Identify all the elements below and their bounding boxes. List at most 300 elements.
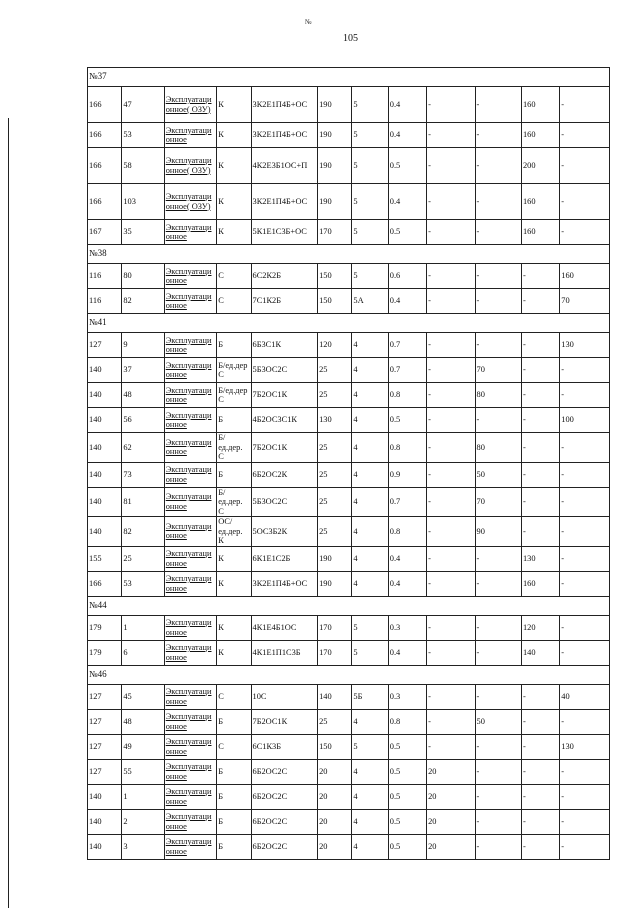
cell-c1: - xyxy=(427,462,475,487)
cell-c4: - xyxy=(560,809,610,834)
cell-species: К xyxy=(217,571,251,596)
cell-density: 0.4 xyxy=(388,546,426,571)
cell-density: 0.7 xyxy=(388,358,426,383)
cell-density: 0.9 xyxy=(388,462,426,487)
cell-composition: 5Б3ОС2С xyxy=(251,487,318,517)
cell-class: 4 xyxy=(352,784,388,809)
cell-age: 25 xyxy=(318,358,352,383)
cell-density: 0.8 xyxy=(388,383,426,408)
cell-age: 25 xyxy=(318,487,352,517)
cell-class: 5Б xyxy=(352,684,388,709)
cell-c4: - xyxy=(560,358,610,383)
table-row xyxy=(88,462,610,487)
cell-category: Эксплуатационное xyxy=(164,408,216,433)
cell-quarter: 127 xyxy=(88,709,122,734)
cell-density: 0.7 xyxy=(388,333,426,358)
cell-c2: 80 xyxy=(475,433,521,463)
cell-c3: - xyxy=(521,383,559,408)
cell-c2: - xyxy=(475,640,521,665)
cell-c1: 20 xyxy=(427,834,475,859)
cell-plot: 9 xyxy=(122,333,164,358)
cell-quarter: 127 xyxy=(88,333,122,358)
section-title: №44 xyxy=(88,596,610,615)
cell-species: Б xyxy=(217,809,251,834)
cell-c4: - xyxy=(560,220,610,245)
cell-category: Эксплуатационное( ОЗУ) xyxy=(164,87,216,123)
cell-c2: - xyxy=(475,148,521,184)
cell-density: 0.4 xyxy=(388,289,426,314)
cell-composition: 10С xyxy=(251,684,318,709)
cell-c1: - xyxy=(427,517,475,547)
cell-c2: - xyxy=(475,289,521,314)
cell-age: 140 xyxy=(318,684,352,709)
cell-c3: - xyxy=(521,834,559,859)
cell-quarter: 140 xyxy=(88,433,122,463)
cell-plot: 53 xyxy=(122,123,164,148)
cell-c2: - xyxy=(475,220,521,245)
cell-c1: - xyxy=(427,546,475,571)
cell-quarter: 140 xyxy=(88,358,122,383)
cell-density: 0.4 xyxy=(388,184,426,220)
cell-composition: 7Б2ОС1К xyxy=(251,433,318,463)
cell-category: Эксплуатационное xyxy=(164,517,216,547)
cell-species: К xyxy=(217,546,251,571)
cell-density: 0.8 xyxy=(388,517,426,547)
cell-class: 4 xyxy=(352,433,388,463)
cell-plot: 58 xyxy=(122,148,164,184)
cell-density: 0.8 xyxy=(388,433,426,463)
cell-category: Эксплуатационное( ОЗУ) xyxy=(164,184,216,220)
cell-c3: - xyxy=(521,784,559,809)
cell-class: 5 xyxy=(352,220,388,245)
cell-c1: - xyxy=(427,148,475,184)
cell-c1: 20 xyxy=(427,809,475,834)
cell-c4: - xyxy=(560,487,610,517)
cell-plot: 103 xyxy=(122,184,164,220)
cell-species: С xyxy=(217,289,251,314)
cell-composition: 6Б2ОС2С xyxy=(251,784,318,809)
cell-plot: 56 xyxy=(122,408,164,433)
cell-age: 25 xyxy=(318,462,352,487)
section-title: №37 xyxy=(88,68,610,87)
table-row xyxy=(88,220,610,245)
cell-age: 190 xyxy=(318,184,352,220)
cell-species: Б xyxy=(217,709,251,734)
cell-density: 0.4 xyxy=(388,571,426,596)
cell-class: 4 xyxy=(352,546,388,571)
cell-class: 4 xyxy=(352,809,388,834)
cell-plot: 48 xyxy=(122,383,164,408)
cell-category: Эксплуатационное xyxy=(164,709,216,734)
cell-composition: 5ОС3Б2К xyxy=(251,517,318,547)
cell-quarter: 140 xyxy=(88,784,122,809)
cell-plot: 53 xyxy=(122,571,164,596)
cell-category: Эксплуатационное xyxy=(164,383,216,408)
cell-c3: 160 xyxy=(521,123,559,148)
cell-plot: 3 xyxy=(122,834,164,859)
cell-c4: 70 xyxy=(560,289,610,314)
cell-c3: - xyxy=(521,264,559,289)
cell-c1: - xyxy=(427,123,475,148)
cell-c1: - xyxy=(427,358,475,383)
cell-age: 150 xyxy=(318,734,352,759)
cell-density: 0.4 xyxy=(388,123,426,148)
cell-c4: 130 xyxy=(560,333,610,358)
scan-mark: № xyxy=(305,18,312,26)
cell-c4: - xyxy=(560,433,610,463)
cell-class: 5 xyxy=(352,184,388,220)
cell-category: Эксплуатационное xyxy=(164,433,216,463)
cell-c4: 130 xyxy=(560,734,610,759)
cell-plot: 62 xyxy=(122,433,164,463)
cell-age: 170 xyxy=(318,640,352,665)
cell-species: К xyxy=(217,220,251,245)
cell-age: 120 xyxy=(318,333,352,358)
cell-category: Эксплуатационное xyxy=(164,289,216,314)
cell-composition: 4К1Е1П1С3Б xyxy=(251,640,318,665)
cell-quarter: 140 xyxy=(88,834,122,859)
cell-species: Б/ед.дер. С xyxy=(217,487,251,517)
cell-plot: 80 xyxy=(122,264,164,289)
cell-age: 20 xyxy=(318,759,352,784)
cell-age: 20 xyxy=(318,809,352,834)
cell-c2: 70 xyxy=(475,358,521,383)
cell-age: 150 xyxy=(318,289,352,314)
cell-plot: 48 xyxy=(122,709,164,734)
cell-c3: 160 xyxy=(521,184,559,220)
cell-density: 0.5 xyxy=(388,759,426,784)
cell-composition: 6Б2ОС2С xyxy=(251,809,318,834)
cell-species: К xyxy=(217,184,251,220)
cell-species: Б/ед.дер С xyxy=(217,383,251,408)
cell-age: 25 xyxy=(318,433,352,463)
cell-c1: - xyxy=(427,640,475,665)
cell-density: 0.7 xyxy=(388,487,426,517)
cell-quarter: 155 xyxy=(88,546,122,571)
cell-class: 4 xyxy=(352,383,388,408)
cell-composition: 4К2Е3Б1ОС+П xyxy=(251,148,318,184)
cell-species: Б/ед.дер С xyxy=(217,358,251,383)
cell-class: 4 xyxy=(352,487,388,517)
cell-c1: 20 xyxy=(427,784,475,809)
cell-c2: - xyxy=(475,615,521,640)
cell-density: 0.4 xyxy=(388,87,426,123)
cell-age: 190 xyxy=(318,148,352,184)
cell-category: Эксплуатационное xyxy=(164,462,216,487)
forest-table xyxy=(87,67,610,860)
cell-composition: 3К2Е1П4Б+ОС xyxy=(251,87,318,123)
cell-quarter: 140 xyxy=(88,383,122,408)
cell-density: 0.5 xyxy=(388,148,426,184)
cell-category: Эксплуатационное xyxy=(164,333,216,358)
cell-density: 0.3 xyxy=(388,615,426,640)
cell-quarter: 166 xyxy=(88,571,122,596)
cell-quarter: 140 xyxy=(88,517,122,547)
cell-plot: 37 xyxy=(122,358,164,383)
table-row xyxy=(88,546,610,571)
cell-species: К xyxy=(217,87,251,123)
cell-class: 4 xyxy=(352,834,388,859)
cell-class: 5 xyxy=(352,123,388,148)
cell-c1: - xyxy=(427,289,475,314)
cell-class: 4 xyxy=(352,571,388,596)
cell-plot: 81 xyxy=(122,487,164,517)
cell-quarter: 179 xyxy=(88,640,122,665)
cell-c4: 40 xyxy=(560,684,610,709)
cell-plot: 6 xyxy=(122,640,164,665)
cell-category: Эксплуатационное xyxy=(164,487,216,517)
cell-class: 4 xyxy=(352,358,388,383)
cell-c2: - xyxy=(475,834,521,859)
cell-species: Б/ед.дер. С xyxy=(217,433,251,463)
cell-density: 0.8 xyxy=(388,709,426,734)
cell-composition: 7С1К2Б xyxy=(251,289,318,314)
cell-species: Б xyxy=(217,408,251,433)
cell-age: 20 xyxy=(318,784,352,809)
cell-age: 190 xyxy=(318,546,352,571)
cell-species: К xyxy=(217,148,251,184)
section-header xyxy=(88,596,610,615)
cell-c3: - xyxy=(521,759,559,784)
cell-quarter: 166 xyxy=(88,87,122,123)
cell-quarter: 166 xyxy=(88,123,122,148)
cell-quarter: 127 xyxy=(88,759,122,784)
cell-c3: - xyxy=(521,487,559,517)
cell-class: 4 xyxy=(352,517,388,547)
cell-composition: 5К1Е1С3Б+ОС xyxy=(251,220,318,245)
cell-c4: - xyxy=(560,759,610,784)
cell-category: Эксплуатационное xyxy=(164,784,216,809)
cell-species: К xyxy=(217,640,251,665)
cell-c1: - xyxy=(427,333,475,358)
cell-plot: 73 xyxy=(122,462,164,487)
cell-c4: - xyxy=(560,784,610,809)
cell-c3: - xyxy=(521,517,559,547)
cell-c3: - xyxy=(521,408,559,433)
cell-category: Эксплуатационное xyxy=(164,759,216,784)
cell-category: Эксплуатационное xyxy=(164,123,216,148)
cell-species: К xyxy=(217,123,251,148)
cell-c3: 160 xyxy=(521,87,559,123)
cell-c4: - xyxy=(560,462,610,487)
cell-quarter: 116 xyxy=(88,289,122,314)
cell-age: 150 xyxy=(318,264,352,289)
cell-c1: - xyxy=(427,734,475,759)
cell-c2: - xyxy=(475,684,521,709)
cell-composition: 4Б2ОС3С1К xyxy=(251,408,318,433)
table-row xyxy=(88,184,610,220)
cell-category: Эксплуатационное xyxy=(164,546,216,571)
table-row xyxy=(88,684,610,709)
cell-c2: 70 xyxy=(475,487,521,517)
table-row xyxy=(88,333,610,358)
cell-density: 0.4 xyxy=(388,640,426,665)
cell-class: 5 xyxy=(352,640,388,665)
cell-plot: 2 xyxy=(122,809,164,834)
table-row xyxy=(88,571,610,596)
cell-c2: - xyxy=(475,408,521,433)
cell-quarter: 140 xyxy=(88,462,122,487)
table-row xyxy=(88,264,610,289)
table-row xyxy=(88,408,610,433)
cell-plot: 1 xyxy=(122,615,164,640)
table-row xyxy=(88,433,610,463)
cell-c1: 20 xyxy=(427,759,475,784)
cell-c2: 50 xyxy=(475,709,521,734)
cell-c2: 50 xyxy=(475,462,521,487)
cell-c2: - xyxy=(475,571,521,596)
cell-category: Эксплуатационное xyxy=(164,734,216,759)
table-row xyxy=(88,487,610,517)
cell-density: 0.3 xyxy=(388,684,426,709)
cell-c3: - xyxy=(521,684,559,709)
section-header xyxy=(88,665,610,684)
cell-c4: 100 xyxy=(560,408,610,433)
cell-composition: 6Б3С1К xyxy=(251,333,318,358)
table-row xyxy=(88,615,610,640)
cell-c2: - xyxy=(475,734,521,759)
cell-composition: 3К2Е1П4Б+ОС xyxy=(251,571,318,596)
cell-plot: 1 xyxy=(122,784,164,809)
cell-composition: 7Б2ОС1К xyxy=(251,709,318,734)
cell-plot: 35 xyxy=(122,220,164,245)
cell-c1: - xyxy=(427,408,475,433)
cell-c2: - xyxy=(475,123,521,148)
cell-c3: 130 xyxy=(521,546,559,571)
cell-c2: 90 xyxy=(475,517,521,547)
cell-species: К xyxy=(217,615,251,640)
cell-c2: - xyxy=(475,184,521,220)
cell-c3: - xyxy=(521,709,559,734)
cell-category: Эксплуатационное xyxy=(164,220,216,245)
table-row xyxy=(88,123,610,148)
cell-plot: 55 xyxy=(122,759,164,784)
cell-c2: - xyxy=(475,264,521,289)
cell-species: ОС/ед.дер. К xyxy=(217,517,251,547)
cell-age: 190 xyxy=(318,87,352,123)
table-row xyxy=(88,148,610,184)
cell-c2: - xyxy=(475,759,521,784)
cell-density: 0.5 xyxy=(388,784,426,809)
cell-species: С xyxy=(217,264,251,289)
cell-class: 4 xyxy=(352,408,388,433)
cell-quarter: 140 xyxy=(88,809,122,834)
cell-category: Эксплуатационное xyxy=(164,264,216,289)
cell-c3: - xyxy=(521,358,559,383)
section-title: №38 xyxy=(88,245,610,264)
table-row xyxy=(88,358,610,383)
cell-c4: - xyxy=(560,87,610,123)
cell-c4: - xyxy=(560,546,610,571)
cell-c4: 160 xyxy=(560,264,610,289)
cell-age: 20 xyxy=(318,834,352,859)
cell-species: С xyxy=(217,734,251,759)
table-row xyxy=(88,784,610,809)
cell-age: 130 xyxy=(318,408,352,433)
cell-class: 5 xyxy=(352,615,388,640)
section-header xyxy=(88,245,610,264)
cell-class: 5 xyxy=(352,264,388,289)
cell-c2: - xyxy=(475,546,521,571)
cell-c3: - xyxy=(521,734,559,759)
table-row xyxy=(88,809,610,834)
cell-c2: - xyxy=(475,87,521,123)
cell-plot: 47 xyxy=(122,87,164,123)
cell-c2: 80 xyxy=(475,383,521,408)
cell-class: 5 xyxy=(352,87,388,123)
cell-quarter: 127 xyxy=(88,684,122,709)
cell-category: Эксплуатационное xyxy=(164,358,216,383)
cell-class: 5 xyxy=(352,148,388,184)
cell-c1: - xyxy=(427,87,475,123)
cell-species: Б xyxy=(217,462,251,487)
cell-class: 5А xyxy=(352,289,388,314)
section-header xyxy=(88,68,610,87)
cell-c2: - xyxy=(475,809,521,834)
cell-c1: - xyxy=(427,220,475,245)
cell-c1: - xyxy=(427,487,475,517)
cell-quarter: 140 xyxy=(88,408,122,433)
cell-quarter: 179 xyxy=(88,615,122,640)
cell-c3: - xyxy=(521,809,559,834)
cell-composition: 3К2Е1П4Б+ОС xyxy=(251,184,318,220)
cell-composition: 6Б2ОС2С xyxy=(251,759,318,784)
cell-category: Эксплуатационное( ОЗУ) xyxy=(164,148,216,184)
cell-age: 25 xyxy=(318,517,352,547)
cell-category: Эксплуатационное xyxy=(164,834,216,859)
cell-species: Б xyxy=(217,834,251,859)
cell-quarter: 140 xyxy=(88,487,122,517)
cell-composition: 7Б2ОС1К xyxy=(251,383,318,408)
cell-density: 0.5 xyxy=(388,834,426,859)
cell-c1: - xyxy=(427,184,475,220)
cell-c1: - xyxy=(427,433,475,463)
cell-composition: 4К1Е4Б1ОС xyxy=(251,615,318,640)
cell-c1: - xyxy=(427,684,475,709)
cell-c3: 160 xyxy=(521,220,559,245)
cell-c1: - xyxy=(427,571,475,596)
cell-density: 0.6 xyxy=(388,264,426,289)
cell-age: 190 xyxy=(318,123,352,148)
cell-composition: 6С2К2Б xyxy=(251,264,318,289)
cell-species: С xyxy=(217,684,251,709)
cell-c4: - xyxy=(560,640,610,665)
cell-c3: 160 xyxy=(521,571,559,596)
cell-composition: 5Б3ОС2С xyxy=(251,358,318,383)
table-row xyxy=(88,734,610,759)
table-row xyxy=(88,87,610,123)
cell-c3: 140 xyxy=(521,640,559,665)
cell-class: 4 xyxy=(352,333,388,358)
cell-category: Эксплуатационное xyxy=(164,809,216,834)
cell-composition: 3К2Е1П4Б+ОС xyxy=(251,123,318,148)
section-title: №41 xyxy=(88,314,610,333)
cell-c1: - xyxy=(427,264,475,289)
cell-age: 170 xyxy=(318,615,352,640)
cell-plot: 25 xyxy=(122,546,164,571)
table-row xyxy=(88,517,610,547)
cell-age: 25 xyxy=(318,383,352,408)
cell-quarter: 166 xyxy=(88,148,122,184)
cell-quarter: 127 xyxy=(88,734,122,759)
cell-composition: 6Б2ОС2С xyxy=(251,834,318,859)
scan-edge-line xyxy=(8,118,9,908)
cell-category: Эксплуатационное xyxy=(164,615,216,640)
cell-c2: - xyxy=(475,333,521,358)
table-row xyxy=(88,383,610,408)
cell-c4: - xyxy=(560,123,610,148)
cell-density: 0.5 xyxy=(388,809,426,834)
